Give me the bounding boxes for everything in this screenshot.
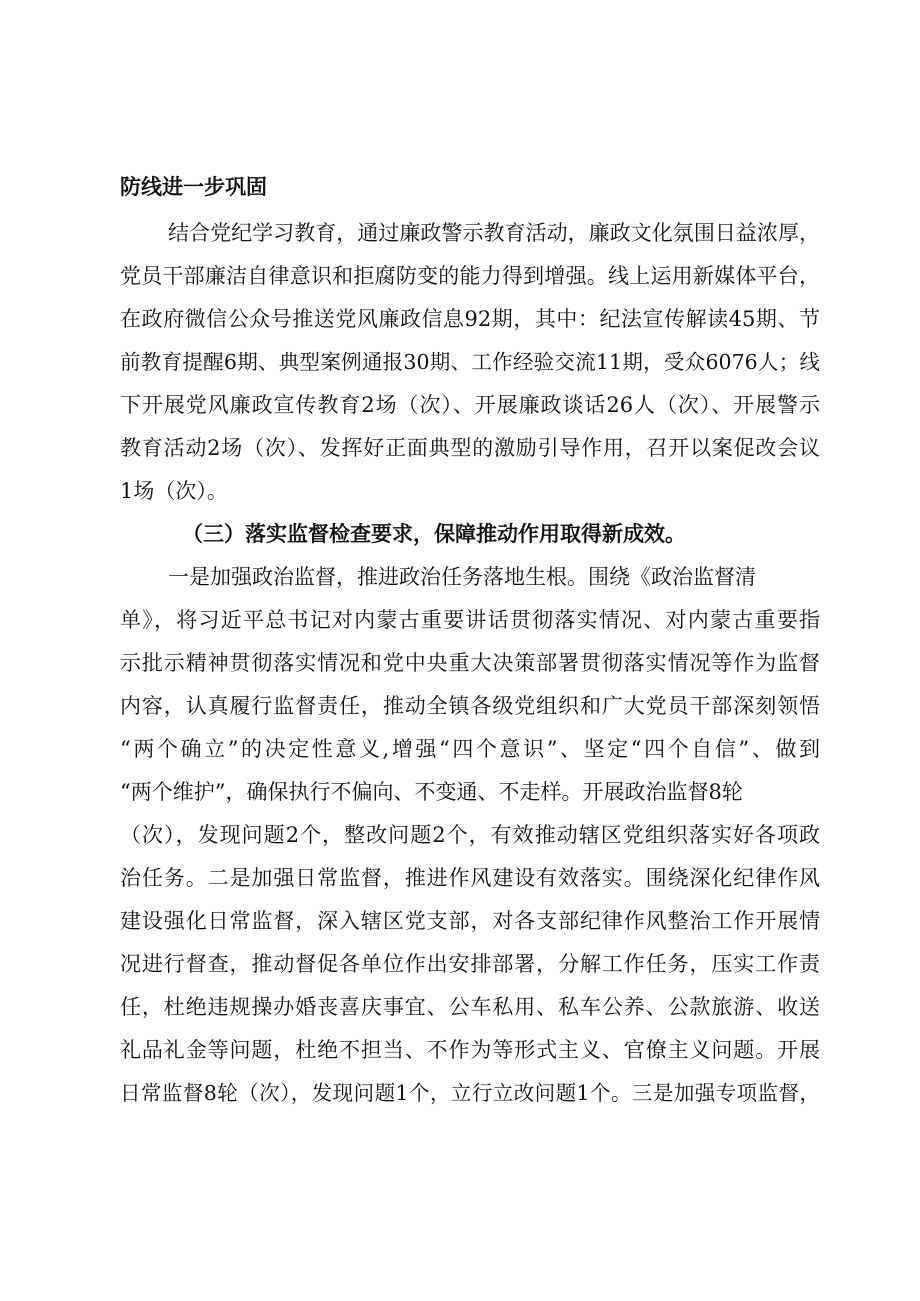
paragraph-line: 在政府微信公众号推送党风廉政信息92期，其中：纪法宣传解读45期、节 xyxy=(120,307,820,331)
section-heading: （三）落实监督检查要求，保障推动作用取得新成效。 xyxy=(182,522,686,546)
paragraph-line: 教育活动2场（次）、发挥好正面典型的激励引导作用，召开以案促改会议 xyxy=(120,436,820,460)
paragraph-line: 结合党纪学习教育，通过廉政警示教育活动，廉政文化氛围日益浓厚， xyxy=(168,221,820,245)
paragraph-line: 内容，认真履行监督责任，推动全镇各级党组织和广大党员干部深刻领悟 xyxy=(120,694,820,718)
paragraph-line: 治任务。二是加强日常监督，推进作风建设有效落实。围绕深化纪律作风 xyxy=(120,866,820,890)
paragraph-line: “两个维护”，确保执行不偏向、不变通、不走样。开展政治监督8轮 xyxy=(120,780,743,804)
paragraph-line: 下开展党风廉政宣传教育2场（次）、开展廉政谈话26人（次）、开展警示 xyxy=(120,393,820,417)
paragraph-line: 任，杜绝违规操办婚丧喜庆事宜、公车私用、私车公养、公款旅游、收送 xyxy=(120,995,820,1019)
paragraph-line: 1场（次）。 xyxy=(120,479,228,503)
paragraph-line: 党员干部廉洁自律意识和拒腐防变的能力得到增强。线上运用新媒体平台， xyxy=(120,264,820,288)
section-continuation-title: 防线进一步巩固 xyxy=(120,175,267,199)
paragraph-line: 前教育提醒6期、典型案例通报30期、工作经验交流11期，受众6076人；线 xyxy=(120,350,820,374)
paragraph-line: 礼品礼金等问题，杜绝不担当、不作为等形式主义、官僚主义问题。开展 xyxy=(120,1038,820,1062)
paragraph-line: 单》，将习近平总书记对内蒙古重要讲话贯彻落实情况、对内蒙古重要指 xyxy=(120,608,820,632)
paragraph-line: （次），发现问题2个，整改问题2个，有效推动辖区党组织落实好各项政 xyxy=(120,823,820,847)
paragraph-line: 建设强化日常监督，深入辖区党支部，对各支部纪律作风整治工作开展情 xyxy=(120,909,820,933)
paragraph-line: 日常监督8轮（次），发现问题1个，立行立改问题1个。三是加强专项监督， xyxy=(120,1081,820,1105)
paragraph-line: 示批示精神贯彻落实情况和党中央重大决策部署贯彻落实情况等作为监督 xyxy=(120,651,820,675)
paragraph-line: 一是加强政治监督，推进政治任务落地生根。围绕《政治监督清 xyxy=(168,565,756,589)
paragraph-line: 况进行督查，推动督促各单位作出安排部署，分解工作任务，压实工作责 xyxy=(120,952,820,976)
paragraph-line: “两个确立”的决定性意义,增强“四个意识”、坚定“四个自信”、做到 xyxy=(120,737,820,761)
